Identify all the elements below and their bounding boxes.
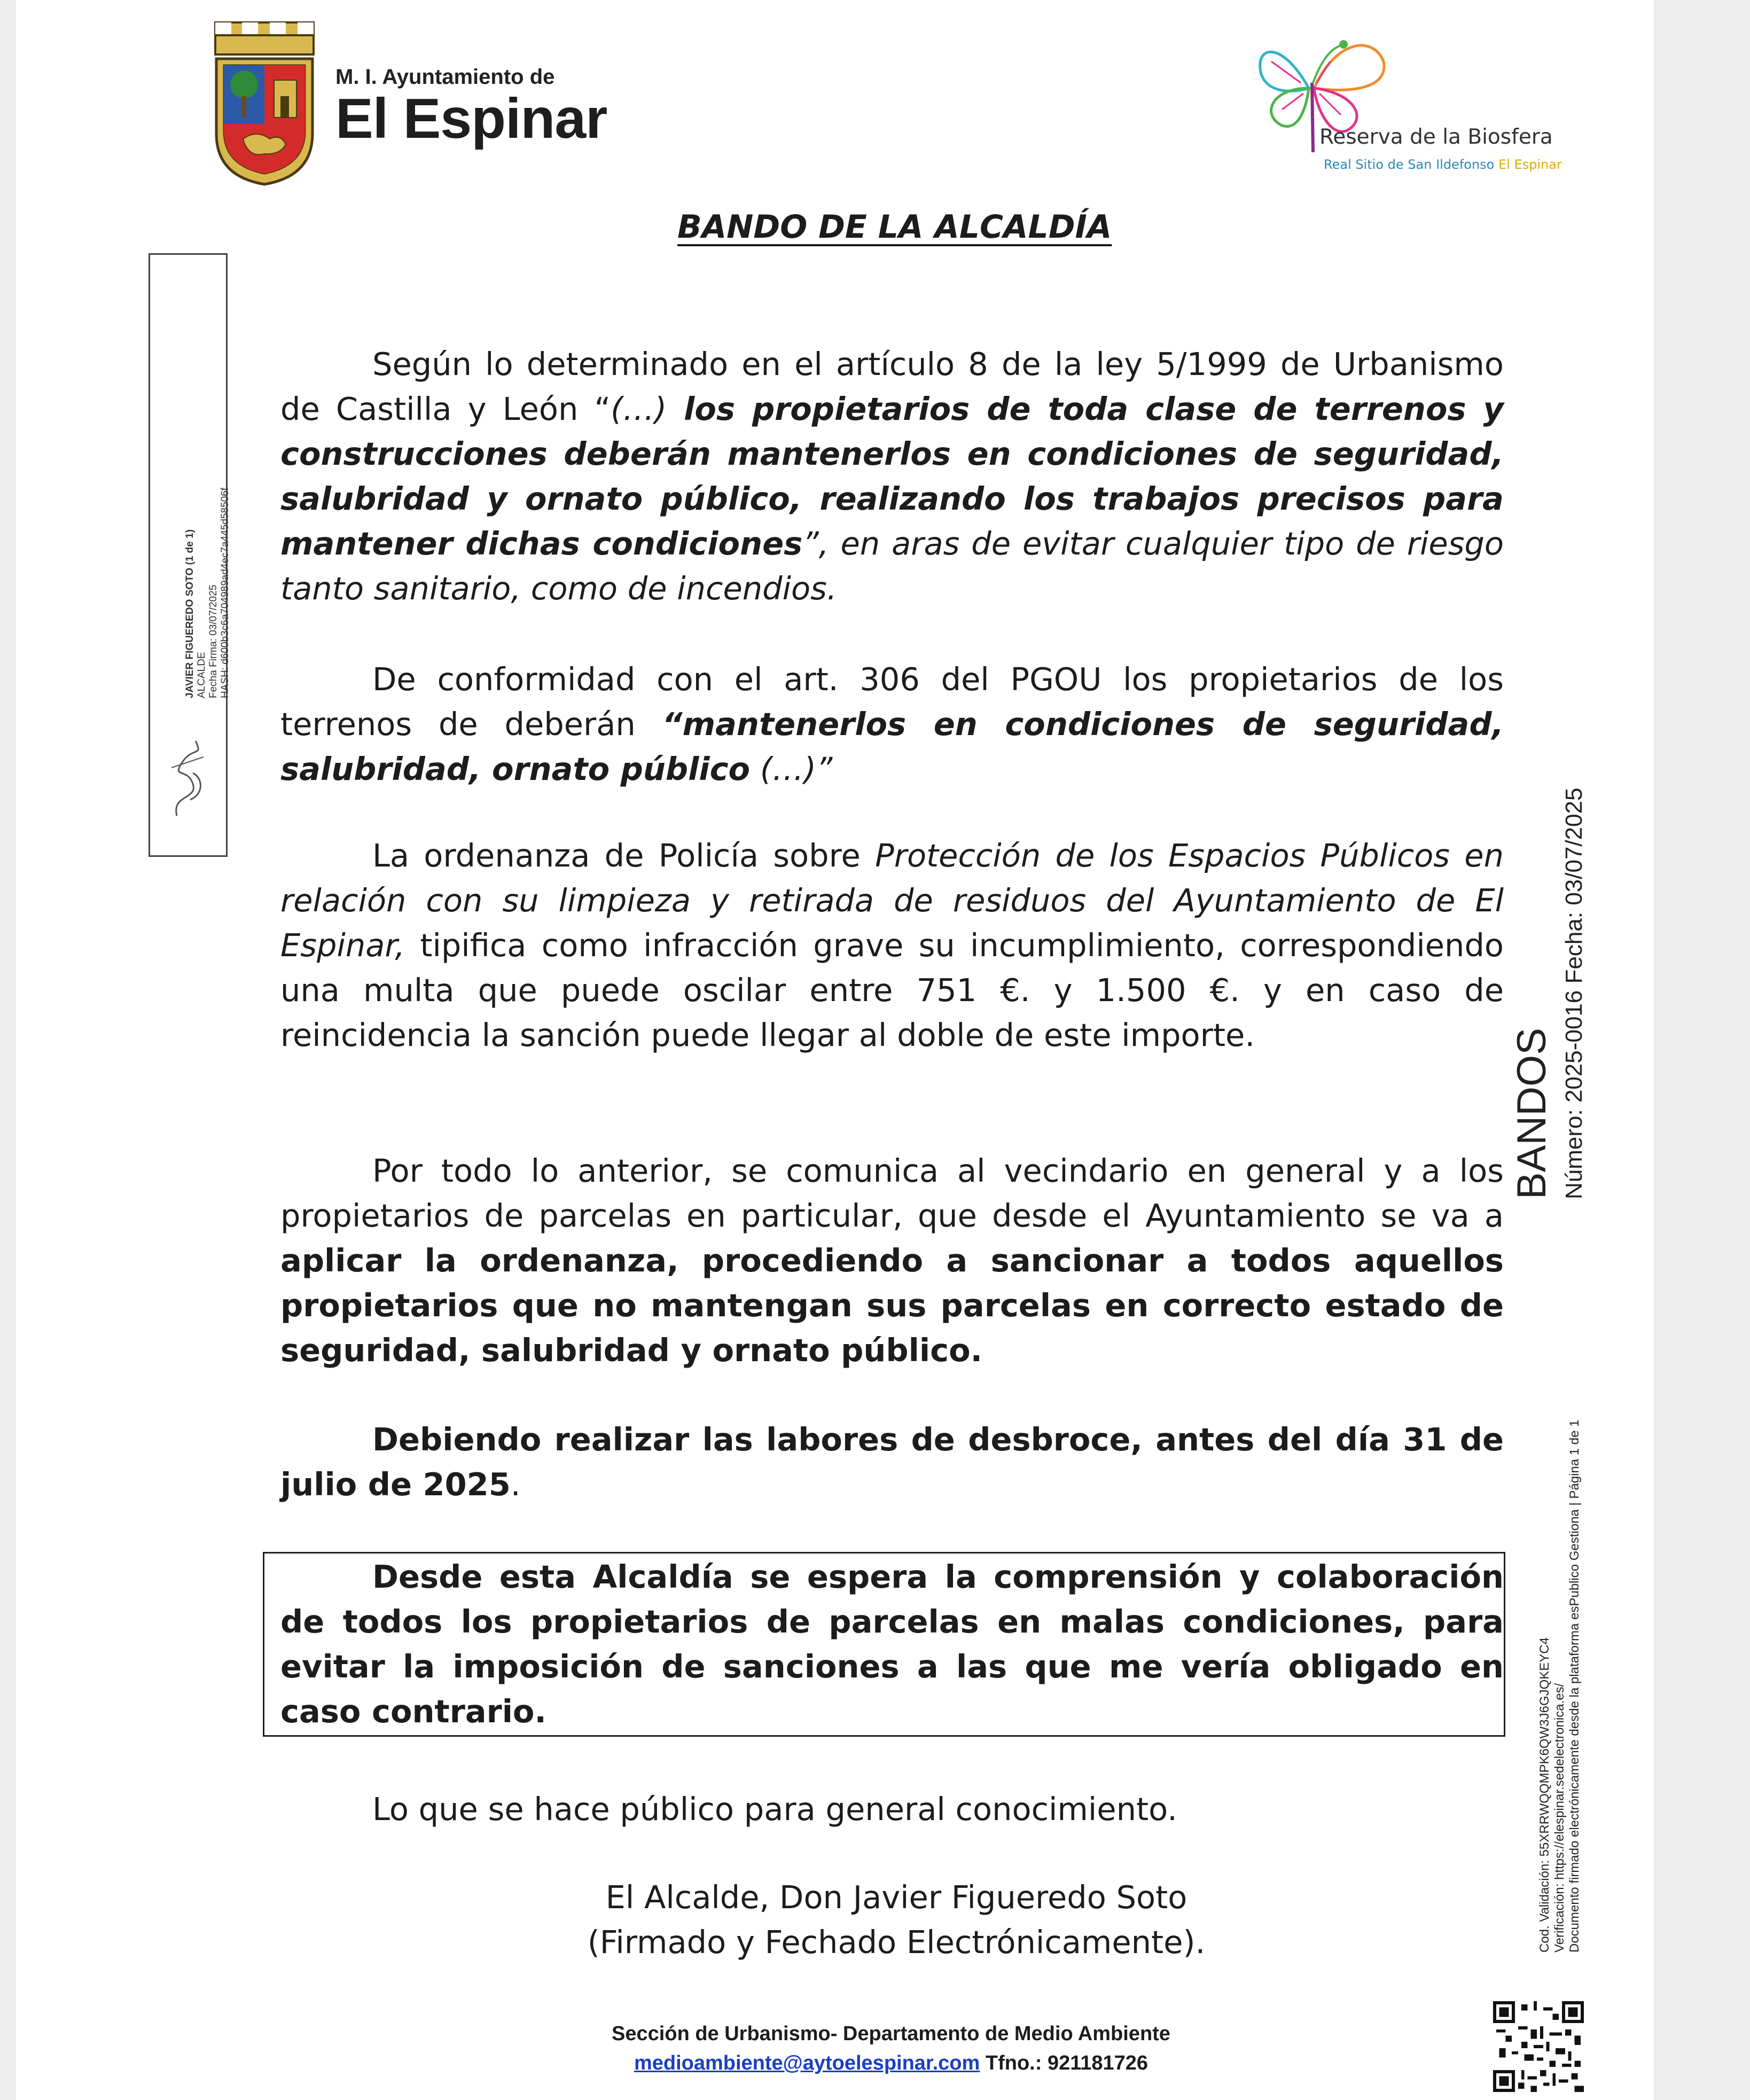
- footer: [16, 2019, 1750, 2078]
- footer-email-link[interactable]: medioambiente@aytoelespinar.com: [634, 2052, 980, 2074]
- p5-text-a: Debiendo realizar las labores de desbroce, antes del día 31 de julio de 2025: [280, 1421, 1504, 1503]
- p1-text-d: ”, en aras de evitar cualquier tipo de riesgo tanto sanitario, como de incendios.: [280, 525, 1504, 607]
- paragraph-7: Lo que se hace público para general conocimiento.: [372, 1791, 1177, 1828]
- coat-of-arms-logo: [211, 21, 318, 187]
- stamp-text: [184, 488, 231, 698]
- stamp-role: ALCALDE: [196, 652, 207, 698]
- p2-text-a: De conformidad con el art. 306 del PGOU los propietarios de los terrenos de deberán: [280, 661, 1504, 743]
- p3-text-c: tipifica como infracción grave su incumplimiento, correspondiendo una multa que puede oscilar entre 751 €. y 1.500 €. y en caso de reincidencia la sanción puede llegar al doble de este importe.: [280, 927, 1504, 1053]
- paragraph-6-boxed: [280, 1555, 1504, 1734]
- organization-name: [335, 65, 607, 150]
- p1-text-a: Según lo determinado en el artículo 8 de la ley 5/1999 de Urbanismo de Castilla y León “: [280, 346, 1504, 427]
- footer-phone: Tfno.: 921181726: [980, 2052, 1149, 2074]
- stamp-signer: JAVIER FIGUEREDO SOTO (1 de 1): [184, 529, 196, 698]
- p3-text-a: La ordenanza de Policía sobre: [372, 837, 876, 874]
- p2-text-c: (…)”: [750, 751, 833, 787]
- signature-stamp: [149, 253, 231, 857]
- p4-text-a: Por todo lo anterior, se comunica al vecindario en general y a los propietarios de parcelas en particular, que desde el Ayuntamiento se va a: [280, 1152, 1504, 1234]
- p1-text-b: (…): [611, 391, 667, 427]
- p6-text: Desde esta Alcaldía se espera la comprensión y colaboración de todos los propietarios de parcelas en malas condiciones, para evitar la imposición de sanciones a las que me vería obligado en caso contrario.: [280, 1558, 1504, 1730]
- paragraph-3: [280, 833, 1504, 1058]
- validation-code: Cod. Validación: 55XRRWQQMPK6QW3J6GJQKEYC4: [1537, 1637, 1552, 1953]
- p3-text-b: Protección de los Espacios Públicos en relación con su limpieza y retirada de residuos del Ayuntamiento de El Espinar,: [280, 837, 1504, 964]
- org-small-label: M. I. Ayuntamiento de: [335, 65, 555, 89]
- bandos-number-date: Número: 2025-0016 Fecha: 03/07/2025: [1561, 787, 1587, 1199]
- qr-code-icon[interactable]: [1493, 2001, 1584, 2092]
- handwritten-signature-icon: [161, 720, 214, 826]
- stamp-date: Fecha Firma: 03/07/2025: [208, 584, 219, 698]
- validation-info: [1537, 1420, 1582, 1953]
- document-title: BANDO DE LA ALCALDÍA: [677, 208, 1112, 246]
- bandos-label: BANDOS: [1509, 1028, 1554, 1199]
- p2-text-b: “mantenerlos en condiciones de seguridad, salubridad, ornato público: [280, 706, 1504, 787]
- signature-line-1: El Alcalde, Don Javier Figueredo Soto: [605, 1879, 1188, 1916]
- validation-note: Documento firmado electrónicamente desde la plataforma esPublico Gestiona | Página 1 de 1: [1567, 1419, 1582, 1953]
- signature-line-2: (Firmado y Fechado Electrónicamente).: [587, 1924, 1206, 1961]
- paragraph-2: [280, 657, 1504, 792]
- p4-text-b: aplicar la ordenanza, procediendo a sancionar a todos aquellos propietarios que no mantengan sus parcelas en correcto estado de seguridad, salubridad y ornato público.: [280, 1242, 1504, 1369]
- footer-contact: [16, 2049, 1750, 2078]
- biosphere-subtitle-b: El Espinar: [1498, 157, 1562, 172]
- p1-text-c: los propietarios de toda clase de terrenos y construcciones deberán mantenerlos en condiciones de seguridad, salubridad y ornato público, realizando los trabajos precisos para mantener dichas condiciones: [280, 391, 1504, 562]
- paragraph-4: [280, 1149, 1504, 1373]
- org-name: El Espinar: [335, 87, 607, 150]
- paragraph-5: [280, 1417, 1504, 1507]
- signature-block: [16, 1875, 1750, 1965]
- paragraph-1: [280, 342, 1504, 611]
- stamp-hash: HASH: d600b3c6a704989ad4ec7a445d58506f: [220, 487, 231, 698]
- validation-url: Verificación: https://elespinar.sedelectronica.es/: [1552, 1683, 1567, 1953]
- biosphere-subtitle-a: Real Sitio de San Ildefonso: [1324, 157, 1495, 172]
- p5-text-b: .: [510, 1466, 521, 1503]
- footer-department: Sección de Urbanismo- Departamento de Medio Ambiente: [612, 2023, 1170, 2045]
- document-page: [16, 0, 1654, 2100]
- biosphere-title: Reserva de la Biosfera: [1319, 125, 1553, 149]
- biosphere-subtitle: [1324, 157, 1562, 172]
